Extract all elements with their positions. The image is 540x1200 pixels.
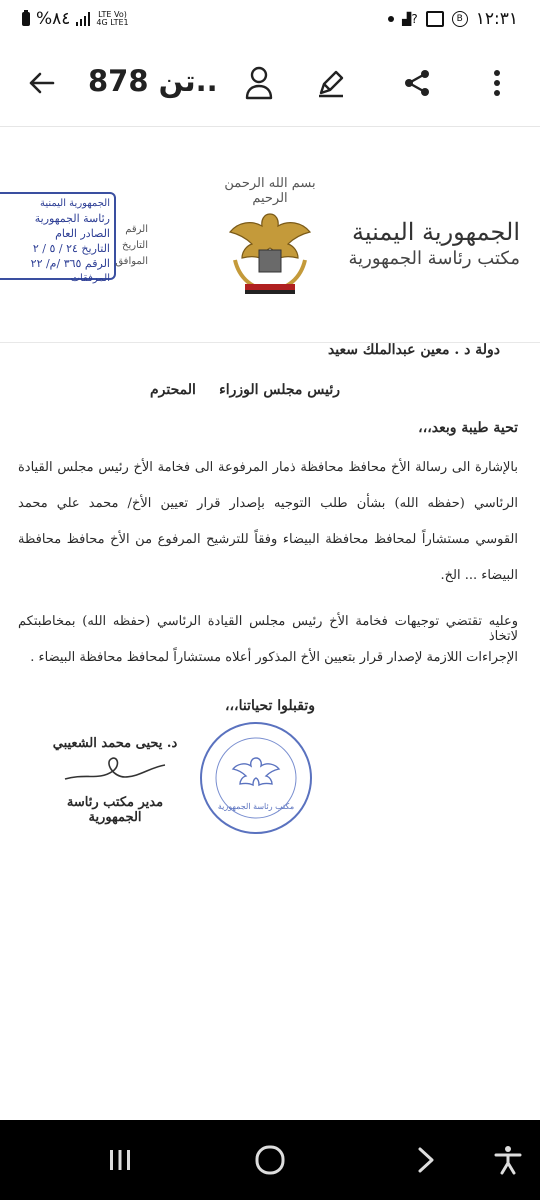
meta-label: التاريخ	[122, 240, 148, 251]
person-icon[interactable]	[236, 60, 282, 106]
battery-icon	[22, 12, 30, 26]
addressee-title: رئيس مجلس الوزراء	[219, 382, 340, 398]
no-signal-icon: ▟?	[402, 12, 418, 26]
seal-text: مكتب رئاسة الجمهورية	[217, 802, 295, 811]
basmala: بسم الله الرحمن الرحيم	[224, 176, 316, 206]
sim-indicator: ?	[411, 12, 418, 26]
dot-icon	[388, 16, 394, 22]
b-icon: B	[452, 11, 468, 27]
share-icon[interactable]	[394, 60, 440, 106]
signatory-name: د. يحيى محمد الشعيبي	[52, 736, 178, 751]
meta-labels	[115, 222, 148, 270]
back-icon[interactable]	[396, 1134, 456, 1186]
battery-level: %٨٤	[36, 9, 71, 29]
letterhead-office: مكتب رئاسة الجمهورية	[348, 248, 520, 269]
signal-icon	[76, 12, 90, 26]
meta-label: الموافق	[115, 256, 148, 267]
edit-icon[interactable]	[308, 60, 354, 106]
navigation-bar	[0, 1120, 540, 1200]
office-seal	[200, 722, 312, 834]
addressee-name: دولة د . معين عبدالملك سعيد	[327, 342, 500, 358]
network-bottom: 4G LTE1	[96, 18, 129, 27]
signature-icon	[55, 753, 175, 793]
paragraph1-line: بالإشارة الى رسالة الأخ محافظ محافظة ذمار المرفوعة الى فخامة الأخ رئيس مجلس القيادة	[18, 460, 518, 475]
image-icon	[426, 11, 444, 27]
more-icon[interactable]	[474, 60, 520, 106]
document-title: 878 تن..	[88, 64, 218, 98]
letterhead-republic: الجمهورية اليمنية	[351, 218, 520, 246]
paragraph1-line: القوسي مستشاراً لمحافظ محافظة البيضاء وفقاً للترشيح المرفوع من الأخ محافظ محافظة	[18, 532, 518, 547]
stamp-line: الجمهورية اليمنية	[39, 198, 110, 209]
stamp-line: التاريخ ٢٤ / ٥ / ٢	[32, 242, 110, 255]
paragraph1-line: البيضاء ... الخ.	[440, 568, 518, 583]
document-page[interactable]	[0, 130, 540, 1085]
honorific: المحترم	[150, 382, 196, 398]
stamp-line: رئاسة الجمهورية	[34, 212, 110, 225]
closing: وتقبلوا تحياتنا،،،	[225, 698, 315, 714]
signatory-block	[40, 736, 190, 825]
status-bar	[0, 0, 540, 40]
greeting: تحية طيبة وبعد،،،	[418, 420, 518, 436]
stamp-line: الرقم ٣٦٥ /م/ ٢٢	[30, 257, 110, 270]
paragraph1-line: الرئاسي (حفظه الله) بشأن طلب التوجيه بإصدار قرار تعيين الأخ/ محمد علي محمد	[18, 496, 518, 511]
incoming-stamp	[0, 192, 116, 284]
seal-emblem-icon	[202, 724, 310, 832]
status-right-group	[388, 9, 518, 29]
network-top: LTE Vo)	[98, 10, 127, 19]
paragraph2-line: الإجراءات اللازمة لإصدار قرار بتعيين الأخ المذكور أعلاه مستشاراً لمحافظ محافظة البيضاء .	[30, 650, 518, 665]
app-bar	[0, 40, 540, 127]
letterhead	[348, 218, 520, 269]
clock: ١٢:٣١	[475, 9, 518, 29]
recents-icon[interactable]	[90, 1134, 150, 1186]
accessibility-icon[interactable]	[478, 1134, 538, 1186]
paragraph2-line: وعليه تقتضي توجيهات فخامة الأخ رئيس مجلس القيادة الرئاسي (حفظه الله) بمخاطبتكم لاتخاذ	[18, 614, 518, 644]
back-arrow-icon[interactable]	[18, 60, 64, 106]
network-type	[96, 11, 128, 27]
stamp-line: المرفقات	[70, 273, 110, 284]
eagle-emblem-icon	[215, 206, 325, 298]
meta-label: الرقم	[125, 224, 148, 235]
home-icon[interactable]	[240, 1134, 300, 1186]
status-left-group	[22, 9, 129, 29]
signatory-title: مدير مكتب رئاسة الجمهورية	[66, 795, 164, 825]
stamp-line: الصادر العام	[55, 227, 110, 240]
